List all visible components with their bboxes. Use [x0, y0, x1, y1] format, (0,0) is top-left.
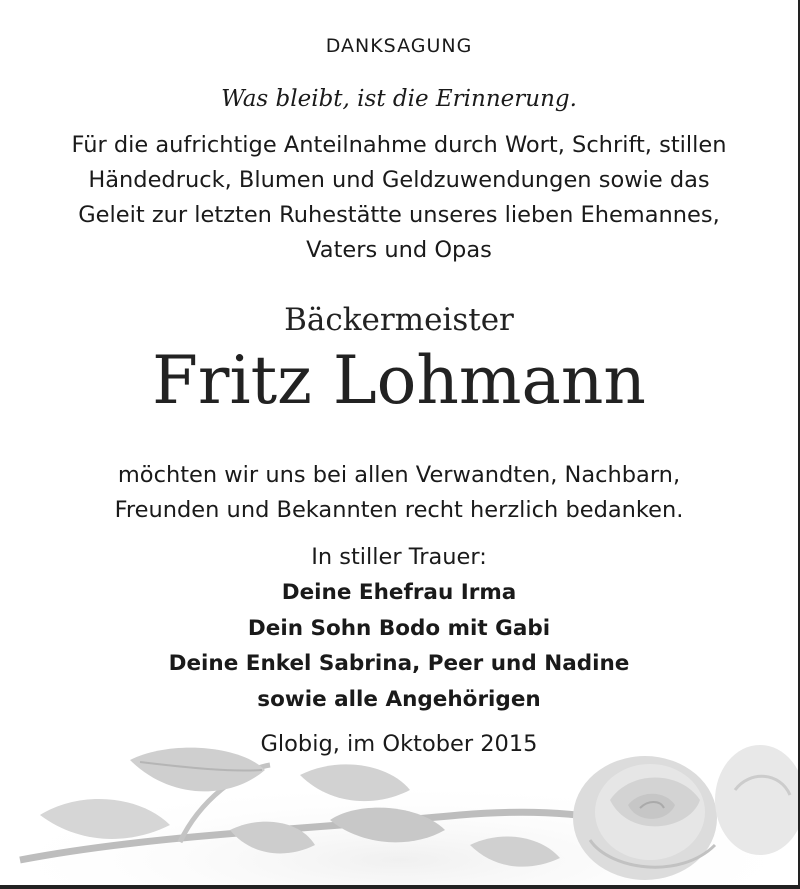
mourning-intro: In stiller Trauer:	[311, 544, 487, 570]
mourner-line: Deine Ehefrau Irma	[281, 580, 517, 605]
closing-line: möchten wir uns bei allen Verwandten, Nachbarn,	[117, 462, 681, 488]
thanks-line: Für die aufrichtige Anteilnahme durch Wort, Schrift, stillen	[71, 132, 727, 158]
deceased-name: Fritz Lohmann	[152, 342, 646, 419]
heading: DANKSAGUNG	[325, 35, 473, 57]
thanks-paragraph	[0, 128, 798, 268]
thanks-line: Geleit zur letzten Ruhestätte unseres lieben Ehemannes,	[78, 202, 720, 228]
closing-line: Freunden und Bekannten recht herzlich bedanken.	[114, 497, 684, 523]
place-date: Globig, im Oktober 2015	[260, 731, 538, 757]
mourners-list	[0, 575, 798, 717]
closing-paragraph	[0, 458, 798, 528]
motto: Was bleibt, ist die Erinnerung.	[221, 86, 577, 112]
mourner-line: Deine Enkel Sabrina, Peer und Nadine	[168, 651, 630, 676]
mourner-line: Dein Sohn Bodo mit Gabi	[247, 615, 551, 641]
deceased-title: Bäckermeister	[284, 302, 514, 338]
thanks-line: Händedruck, Blumen und Geldzuwendungen sowie das	[88, 167, 710, 193]
mourner-line: sowie alle Angehörigen	[257, 686, 541, 712]
thanks-line: Vaters und Opas	[306, 237, 492, 263]
